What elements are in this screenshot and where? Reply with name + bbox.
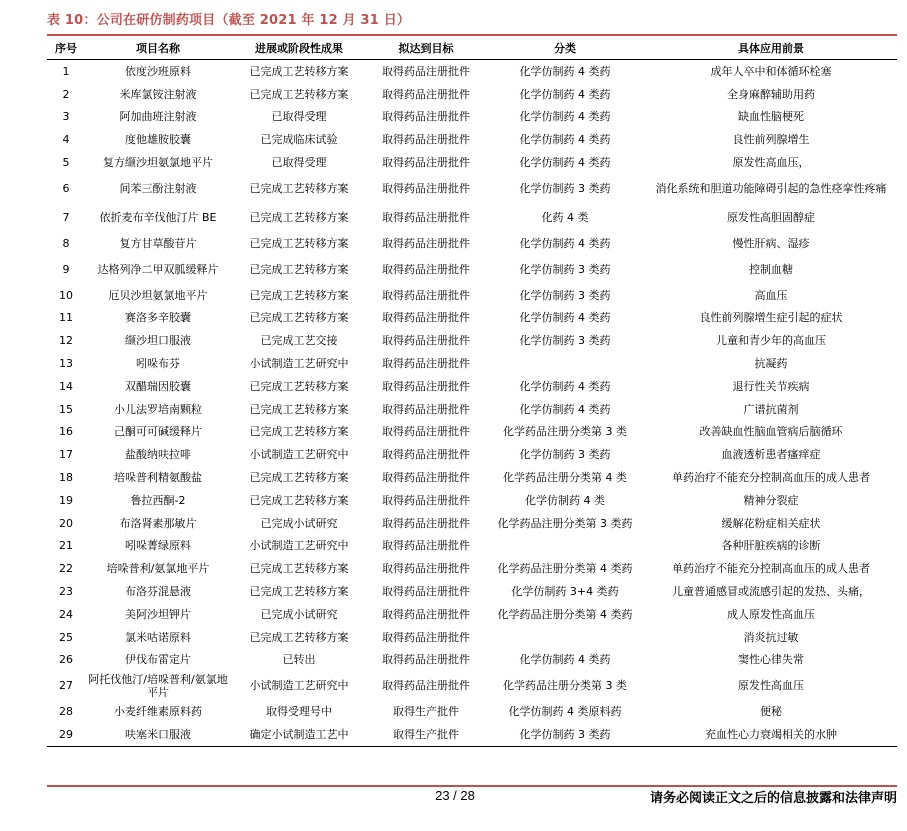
cell-category: 化学药品注册分类第 4 类 [503,471,627,485]
cell-project-name: 米库氯铵注射液 [119,87,197,101]
cell-progress: 已完成工艺交接 [260,334,338,348]
cell-index: 3 [62,110,70,124]
cell-project-name: 己酮可可碱缓释片 [114,425,202,439]
cell-project-name: 间苯三酚注射液 [119,181,197,195]
cell-project-name: 布洛芬混悬液 [125,585,191,599]
cell-target: 取得药品注册批件 [382,630,470,644]
cell-index: 18 [59,471,73,485]
cell-project-name: 复方甘草酸苷片 [119,236,197,250]
cell-application: 精神分裂症 [743,493,799,507]
cell-index: 27 [59,679,73,693]
cell-application: 各种肝脏疾病的诊断 [721,539,821,553]
cell-category: 化学仿制药 4 类药 [519,64,611,78]
cell-target: 取得药品注册批件 [382,471,470,485]
cell-index: 19 [59,493,73,507]
cell-target: 取得药品注册批件 [382,653,470,667]
cell-index: 12 [59,334,73,348]
table-caption: 表 10：公司在研仿制药项目（截至 2021 年 12 月 31 日） [47,8,897,36]
cell-category: 化学仿制药 4 类药 [519,402,611,416]
cell-target: 取得药品注册批件 [382,679,470,693]
cell-application: 改善缺血性脑血管病后脑循环 [699,425,843,439]
cell-category: 化学仿制药 4 类药 [519,110,611,124]
cell-project-name: 吲哚布芬 [136,357,180,371]
cell-project-name: 美阿沙坦钾片 [125,607,191,621]
cell-target: 取得药品注册批件 [382,64,470,78]
cell-project-name: 阿托伐他汀/培哚普利/氨氯地平片 [88,672,228,699]
cell-progress: 已完成工艺转移方案 [249,288,349,302]
cell-progress: 已完成工艺转移方案 [249,493,349,507]
cell-target: 取得药品注册批件 [382,210,470,224]
legal-disclaimer: 请务必阅读正文之后的信息披露和法律声明 [649,791,897,806]
table-row [47,443,897,466]
cell-category: 化学仿制药 4 类 [525,493,605,507]
cell-target: 取得药品注册批件 [382,236,470,250]
cell-progress: 已完成小试研究 [260,516,338,530]
cell-application: 儿童普通感冒或流感引起的发热、头痛， [672,585,870,599]
cell-progress: 已完成工艺转移方案 [249,210,349,224]
table-row [47,421,897,444]
cell-target: 取得药品注册批件 [382,493,470,507]
table-header-row [47,36,897,60]
table-row [47,284,897,307]
cell-progress: 已转出 [282,653,316,667]
cell-application: 成年人卒中和体循环栓塞 [710,64,832,78]
cell-project-name: 复方缬沙坦氨氯地平片 [103,156,213,170]
cell-category: 化学仿制药 4 类药 [519,379,611,393]
rd-projects-table [47,36,897,747]
table-row [47,255,897,284]
cell-application: 抗凝药 [754,357,788,371]
cell-target: 取得药品注册批件 [382,357,470,371]
cell-progress: 已完成工艺转移方案 [249,471,349,485]
cell-application: 广谱抗菌剂 [743,402,799,416]
cell-index: 21 [59,539,73,553]
cell-category: 化学药品注册分类第 4 类药 [497,607,633,621]
cell-index: 1 [62,64,70,78]
cell-project-name: 双醋瑞因胶囊 [125,379,191,393]
cell-category: 化学仿制药 4 类药 [519,311,611,325]
cell-target: 取得药品注册批件 [382,334,470,348]
table-row [47,649,897,672]
cell-target: 取得药品注册批件 [382,516,470,530]
cell-index: 4 [62,133,70,147]
col-header-application: 具体应用前景 [645,36,897,60]
cell-category: 化学仿制药 4 类药 [519,133,611,147]
cell-index: 10 [59,288,73,302]
cell-index: 14 [59,379,73,393]
cell-progress: 小试制造工艺研究中 [249,357,349,371]
table-row [47,106,897,129]
cell-category: 化学仿制药 3 类药 [519,262,611,276]
cell-category [485,535,645,558]
cell-application: 原发性高胆固醇症 [727,210,815,224]
cell-index: 22 [59,562,73,576]
cell-progress: 已完成工艺转移方案 [249,425,349,439]
cell-index: 25 [59,630,73,644]
cell-project-name: 赛洛多辛胶囊 [125,311,191,325]
cell-application: 单药治疗不能充分控制高血压的成人患者 [672,471,870,485]
cell-application: 控制血糖 [749,262,793,276]
table-row [47,352,897,375]
cell-application: 原发性高血压， [732,156,810,170]
cell-project-name: 布洛肾素那敏片 [119,516,197,530]
table-row [47,557,897,580]
cell-application: 全身麻醉辅助用药 [727,87,815,101]
cell-application: 退行性关节疾病 [732,379,810,393]
table-row [47,535,897,558]
table-row [47,466,897,489]
cell-index: 17 [59,448,73,462]
cell-category: 化学仿制药 3 类药 [519,334,611,348]
cell-index: 15 [59,402,73,416]
table-row [47,723,897,746]
cell-target: 取得药品注册批件 [382,402,470,416]
cell-project-name: 厄贝沙坦氨氯地平片 [108,288,208,302]
cell-category: 化药 4 类 [541,210,589,224]
cell-application: 缺血性脑梗死 [738,110,804,124]
table-row [47,60,897,83]
cell-index: 2 [62,87,70,101]
cell-application: 慢性肝病、湿疹 [732,236,810,250]
cell-progress: 已完成小试研究 [260,607,338,621]
cell-progress: 小试制造工艺研究中 [249,448,349,462]
cell-progress: 已完成工艺转移方案 [249,562,349,576]
cell-progress: 已完成工艺转移方案 [249,379,349,393]
table-row [47,151,897,174]
cell-category [485,626,645,649]
table-row [47,489,897,512]
cell-project-name: 小儿法罗培南颗粒 [114,402,202,416]
table-row [47,580,897,603]
cell-project-name: 依折麦布辛伐他汀片 BE [99,210,217,224]
table-body [47,60,897,747]
cell-target: 取得药品注册批件 [382,262,470,276]
cell-index: 28 [59,705,73,719]
cell-index: 9 [62,262,70,276]
table-row [47,307,897,330]
cell-progress: 已完成工艺转移方案 [249,311,349,325]
cell-project-name: 阿加曲班注射液 [119,110,197,124]
table-row [47,329,897,352]
cell-index: 6 [62,181,70,195]
cell-target: 取得生产批件 [393,705,459,719]
cell-application: 高血压 [754,288,788,302]
cell-progress: 已完成工艺转移方案 [249,87,349,101]
cell-project-name: 度他雄胺胶囊 [125,133,191,147]
cell-index: 20 [59,516,73,530]
cell-category [485,352,645,375]
cell-category: 化学仿制药 3+4 类药 [511,585,619,599]
cell-target: 取得药品注册批件 [382,133,470,147]
cell-application: 儿童和青少年的高血压 [716,334,826,348]
cell-index: 7 [62,210,70,224]
cell-target: 取得药品注册批件 [382,288,470,302]
table-row [47,83,897,106]
cell-application: 便秘 [760,705,782,719]
cell-progress: 取得受理号中 [266,705,332,719]
cell-progress: 已完成工艺转移方案 [249,402,349,416]
cell-project-name: 依度沙班原料 [125,64,191,78]
cell-application: 窦性心律失常 [738,653,804,667]
cell-progress: 已完成工艺转移方案 [249,236,349,250]
cell-target: 取得药品注册批件 [382,539,470,553]
table-row [47,232,897,255]
cell-target: 取得药品注册批件 [382,607,470,621]
cell-category: 化学仿制药 4 类药 [519,236,611,250]
cell-progress: 小试制造工艺研究中 [249,539,349,553]
table-row [47,203,897,232]
cell-application: 充血性心力衰竭相关的水肿 [645,723,897,746]
cell-project-name: 培哚普利精氨酸盐 [114,471,202,485]
cell-progress: 已完成工艺转移方案 [249,585,349,599]
col-header-index: 序号 [47,36,85,60]
col-header-project-name: 项目名称 [85,36,231,60]
cell-index: 24 [59,607,73,621]
cell-category: 化学药品注册分类第 4 类药 [497,562,633,576]
cell-category: 化学仿制药 4 类药 [519,156,611,170]
cell-index: 8 [62,236,70,250]
cell-progress: 已完成工艺转移方案 [249,630,349,644]
cell-target: 取得药品注册批件 [382,311,470,325]
cell-target: 取得药品注册批件 [382,181,470,195]
cell-project-name: 鲁拉西酮-2 [130,493,186,507]
cell-project-name: 缬沙坦口服液 [125,334,191,348]
page-number: 23 / 28 [435,788,475,803]
table-row [47,603,897,626]
cell-category: 化学药品注册分类第 3 类 [503,679,627,693]
cell-target: 取得生产批件 [367,723,485,746]
cell-application: 缓解花粉症相关症状 [721,516,821,530]
cell-target: 取得药品注册批件 [382,585,470,599]
table-row [47,626,897,649]
cell-index: 11 [59,311,73,325]
cell-index: 29 [47,723,85,746]
cell-target: 取得药品注册批件 [382,156,470,170]
cell-index: 23 [59,585,73,599]
cell-application: 消化系统和胆道功能障碍引起的急性痉挛性疼痛 [655,181,887,195]
cell-project-name: 呋塞米口服液 [85,723,231,746]
cell-category: 化学药品注册分类第 3 类 [503,425,627,439]
cell-category: 化学药品注册分类第 3 类药 [497,516,633,530]
cell-project-name: 培哚普利/氨氯地平片 [106,562,210,576]
cell-project-name: 达格列净二甲双胍缓释片 [97,262,219,276]
table-row [47,375,897,398]
cell-application: 单药治疗不能充分控制高血压的成人患者 [672,562,870,576]
cell-category: 化学仿制药 4 类药 [519,87,611,101]
cell-category: 化学仿制药 4 类药 [519,653,611,667]
cell-target: 取得药品注册批件 [382,110,470,124]
table-row [47,174,897,203]
cell-progress: 已取得受理 [271,110,327,124]
cell-index: 26 [59,653,73,667]
cell-project-name: 氯米咕诺原料 [125,630,191,644]
cell-progress: 已完成临床试验 [260,133,338,147]
table-row [47,128,897,151]
cell-progress: 已完成工艺转移方案 [249,181,349,195]
cell-project-name: 吲哚菁绿原料 [125,539,191,553]
cell-target: 取得药品注册批件 [382,379,470,393]
cell-index: 5 [62,156,70,170]
cell-progress: 已完成工艺转移方案 [249,64,349,78]
table-row [47,398,897,421]
cell-progress: 小试制造工艺研究中 [249,679,349,693]
cell-target: 取得药品注册批件 [382,87,470,101]
cell-category: 化学仿制药 3 类药 [485,723,645,746]
cell-application: 原发性高血压 [738,679,804,693]
cell-application: 良性前列腺增生 [732,133,810,147]
cell-target: 取得药品注册批件 [382,562,470,576]
col-header-category: 分类 [485,36,645,60]
cell-index: 13 [59,357,73,371]
cell-application: 消炎抗过敏 [743,630,799,644]
col-header-progress: 进展或阶段性成果 [231,36,367,60]
table-row [47,512,897,535]
table-row [47,671,897,700]
cell-progress: 确定小试制造工艺中 [231,723,367,746]
cell-target: 取得药品注册批件 [382,425,470,439]
cell-category: 化学仿制药 3 类药 [519,448,611,462]
cell-project-name: 盐酸纳呋拉啡 [125,448,191,462]
cell-project-name: 小麦纤维素原料药 [114,705,202,719]
cell-category: 化学仿制药 3 类药 [519,288,611,302]
cell-application: 良性前列腺增生症引起的症状 [699,311,843,325]
cell-target: 取得药品注册批件 [382,448,470,462]
cell-application: 血液透析患者瘙痒症 [721,448,821,462]
cell-progress: 已取得受理 [271,156,327,170]
cell-progress: 已完成工艺转移方案 [249,262,349,276]
cell-category: 化学仿制药 4 类原料药 [508,705,622,719]
report-page [47,8,897,747]
col-header-target: 拟达到目标 [367,36,485,60]
cell-application: 成人原发性高血压 [727,607,815,621]
cell-category: 化学仿制药 3 类药 [519,181,611,195]
cell-project-name: 伊伐布雷定片 [125,653,191,667]
table-row [47,700,897,723]
cell-index: 16 [59,425,73,439]
